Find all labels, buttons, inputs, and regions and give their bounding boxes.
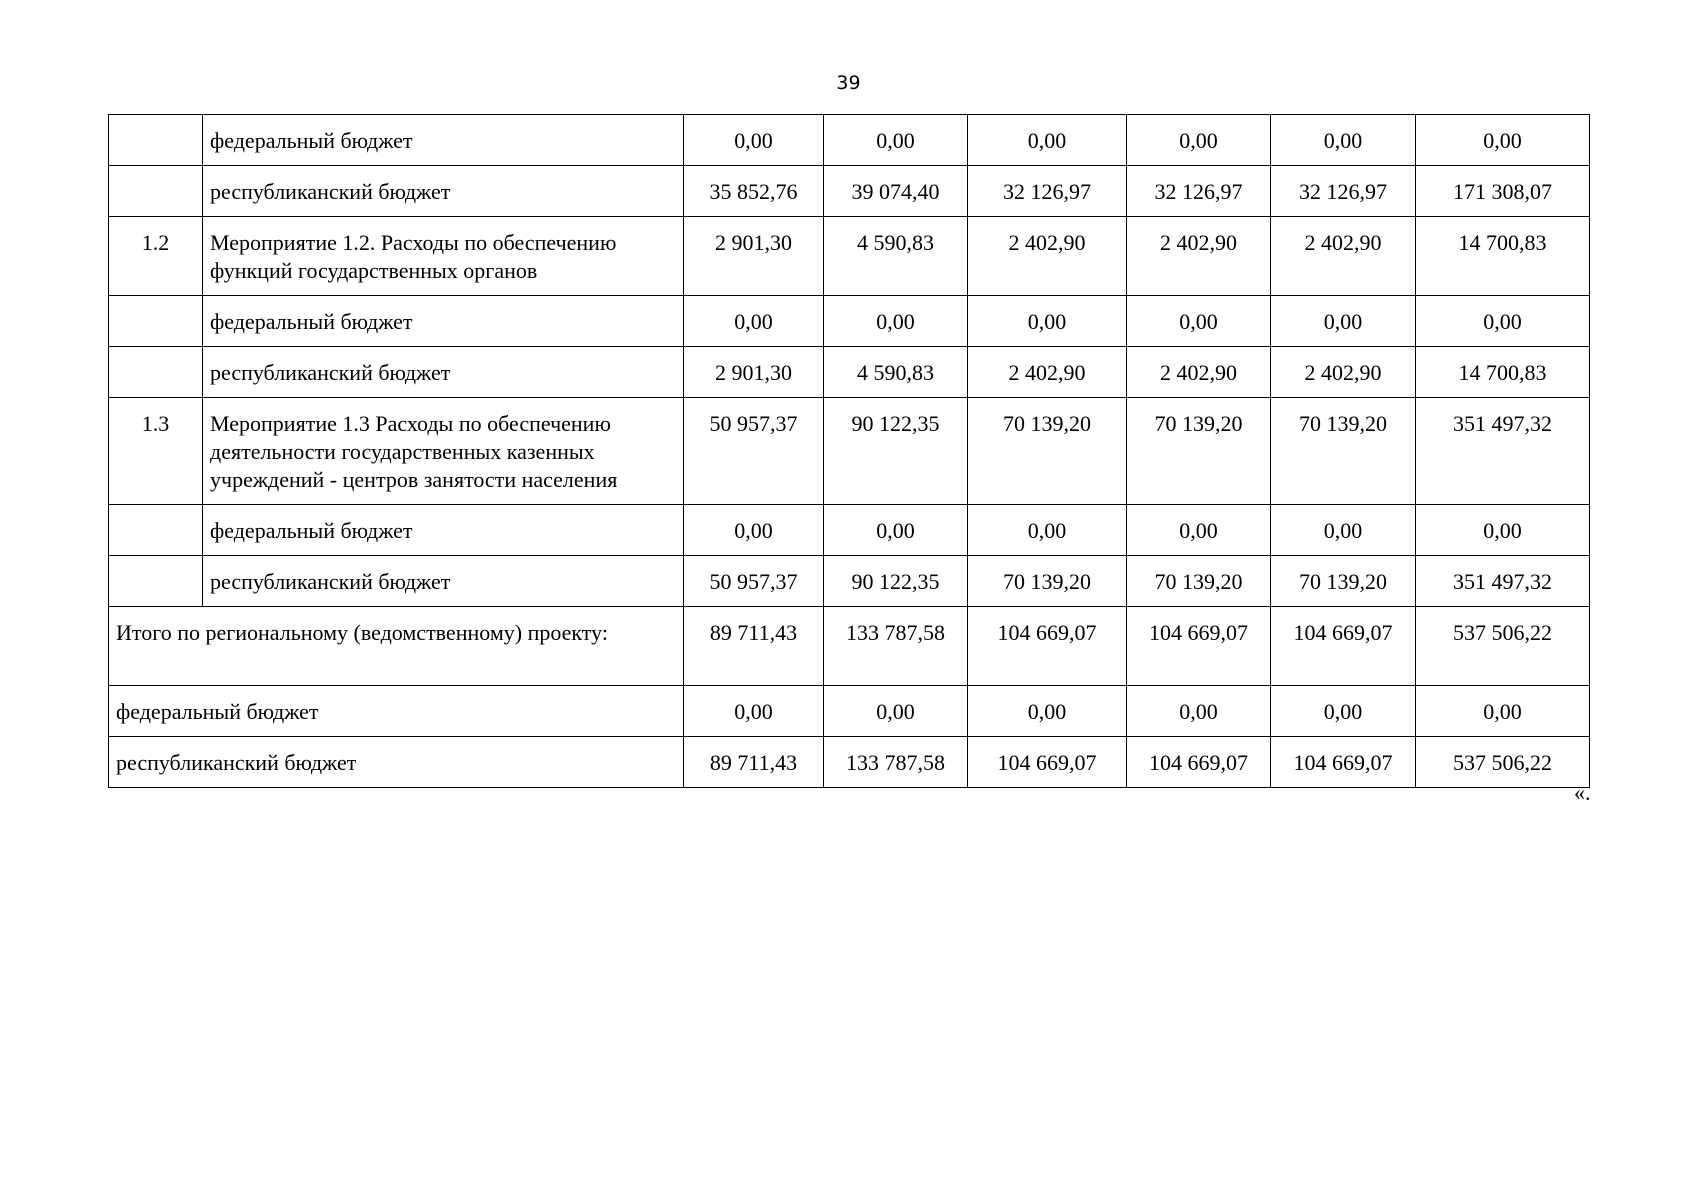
value-cell: 133 787,58: [824, 737, 968, 788]
table-row: [109, 505, 1590, 556]
value-cell: 0,00: [968, 505, 1127, 556]
value-cell: 4 590,83: [824, 217, 968, 296]
value-cell: 2 402,90: [1127, 217, 1271, 296]
value-cell: 0,00: [684, 686, 824, 737]
value-cell: 0,00: [1271, 296, 1416, 347]
value-cell: 2 402,90: [968, 217, 1127, 296]
value-cell: 70 139,20: [1127, 398, 1271, 505]
value-cell: 0,00: [1127, 115, 1271, 166]
value-cell: 70 139,20: [1271, 398, 1416, 505]
value-cell: 32 126,97: [1127, 166, 1271, 217]
value-cell: 2 402,90: [1127, 347, 1271, 398]
value-cell: 0,00: [1127, 296, 1271, 347]
total-row: [109, 737, 1590, 788]
value-cell: 89 711,43: [684, 607, 824, 686]
value-cell: 35 852,76: [684, 166, 824, 217]
value-cell: 2 402,90: [1271, 217, 1416, 296]
value-cell: 90 122,35: [824, 556, 968, 607]
total-cell: 0,00: [1416, 296, 1590, 347]
row-label: федеральный бюджет: [109, 686, 684, 737]
value-cell: 32 126,97: [968, 166, 1127, 217]
row-label: федеральный бюджет: [203, 505, 684, 556]
total-row: [109, 607, 1590, 686]
row-number: [109, 296, 203, 347]
value-cell: 2 402,90: [968, 347, 1127, 398]
total-cell: 351 497,32: [1416, 556, 1590, 607]
value-cell: 39 074,40: [824, 166, 968, 217]
value-cell: 32 126,97: [1271, 166, 1416, 217]
total-row: [109, 686, 1590, 737]
total-cell: 351 497,32: [1416, 398, 1590, 505]
total-cell: 14 700,83: [1416, 347, 1590, 398]
row-number: 1.3: [109, 398, 203, 505]
value-cell: 0,00: [824, 505, 968, 556]
row-label: республиканский бюджет: [203, 556, 684, 607]
value-cell: 0,00: [824, 115, 968, 166]
value-cell: 90 122,35: [824, 398, 968, 505]
row-number: [109, 556, 203, 607]
row-label: республиканский бюджет: [203, 166, 684, 217]
value-cell: 0,00: [1127, 686, 1271, 737]
table-row: [109, 347, 1590, 398]
total-cell: 537 506,22: [1416, 607, 1590, 686]
row-label: республиканский бюджет: [109, 737, 684, 788]
value-cell: 2 901,30: [684, 347, 824, 398]
row-label: Мероприятие 1.3 Расходы по обеспечению деятельности государственных казенных учреждений - центров занятости населения: [203, 398, 684, 505]
row-label: республиканский бюджет: [203, 347, 684, 398]
value-cell: 2 402,90: [1271, 347, 1416, 398]
table-row: [109, 556, 1590, 607]
value-cell: 0,00: [1271, 115, 1416, 166]
value-cell: 0,00: [824, 686, 968, 737]
value-cell: 89 711,43: [684, 737, 824, 788]
value-cell: 0,00: [968, 115, 1127, 166]
value-cell: 104 669,07: [1127, 737, 1271, 788]
table-row: [109, 296, 1590, 347]
value-cell: 70 139,20: [968, 398, 1127, 505]
value-cell: 0,00: [684, 115, 824, 166]
total-cell: 0,00: [1416, 686, 1590, 737]
total-cell: 537 506,22: [1416, 737, 1590, 788]
budget-table: [108, 114, 1590, 788]
row-number: [109, 115, 203, 166]
value-cell: 133 787,58: [824, 607, 968, 686]
row-number: [109, 166, 203, 217]
value-cell: 104 669,07: [1127, 607, 1271, 686]
closing-quote-mark: «.: [1574, 780, 1591, 805]
row-label: федеральный бюджет: [203, 296, 684, 347]
row-number: 1.2: [109, 217, 203, 296]
value-cell: 4 590,83: [824, 347, 968, 398]
value-cell: 104 669,07: [1271, 737, 1416, 788]
total-cell: 171 308,07: [1416, 166, 1590, 217]
value-cell: 0,00: [1127, 505, 1271, 556]
value-cell: 0,00: [684, 505, 824, 556]
value-cell: 0,00: [1271, 686, 1416, 737]
row-label: Итого по региональному (ведомственному) проекту:: [109, 607, 684, 686]
value-cell: 104 669,07: [968, 737, 1127, 788]
value-cell: 50 957,37: [684, 398, 824, 505]
value-cell: 0,00: [684, 296, 824, 347]
table-row: [109, 217, 1590, 296]
value-cell: 0,00: [1271, 505, 1416, 556]
value-cell: 104 669,07: [968, 607, 1127, 686]
value-cell: 70 139,20: [968, 556, 1127, 607]
value-cell: 0,00: [968, 296, 1127, 347]
total-cell: 0,00: [1416, 505, 1590, 556]
row-number: [109, 505, 203, 556]
table-row: [109, 398, 1590, 505]
row-number: [109, 347, 203, 398]
value-cell: 0,00: [968, 686, 1127, 737]
page-number: 39: [836, 72, 861, 94]
total-cell: 0,00: [1416, 115, 1590, 166]
value-cell: 0,00: [824, 296, 968, 347]
value-cell: 70 139,20: [1271, 556, 1416, 607]
total-cell: 14 700,83: [1416, 217, 1590, 296]
value-cell: 2 901,30: [684, 217, 824, 296]
row-label: федеральный бюджет: [203, 115, 684, 166]
table-row: [109, 166, 1590, 217]
value-cell: 104 669,07: [1271, 607, 1416, 686]
value-cell: 50 957,37: [684, 556, 824, 607]
row-label: Мероприятие 1.2. Расходы по обеспечению функций государственных органов: [203, 217, 684, 296]
table-row: [109, 115, 1590, 166]
value-cell: 70 139,20: [1127, 556, 1271, 607]
